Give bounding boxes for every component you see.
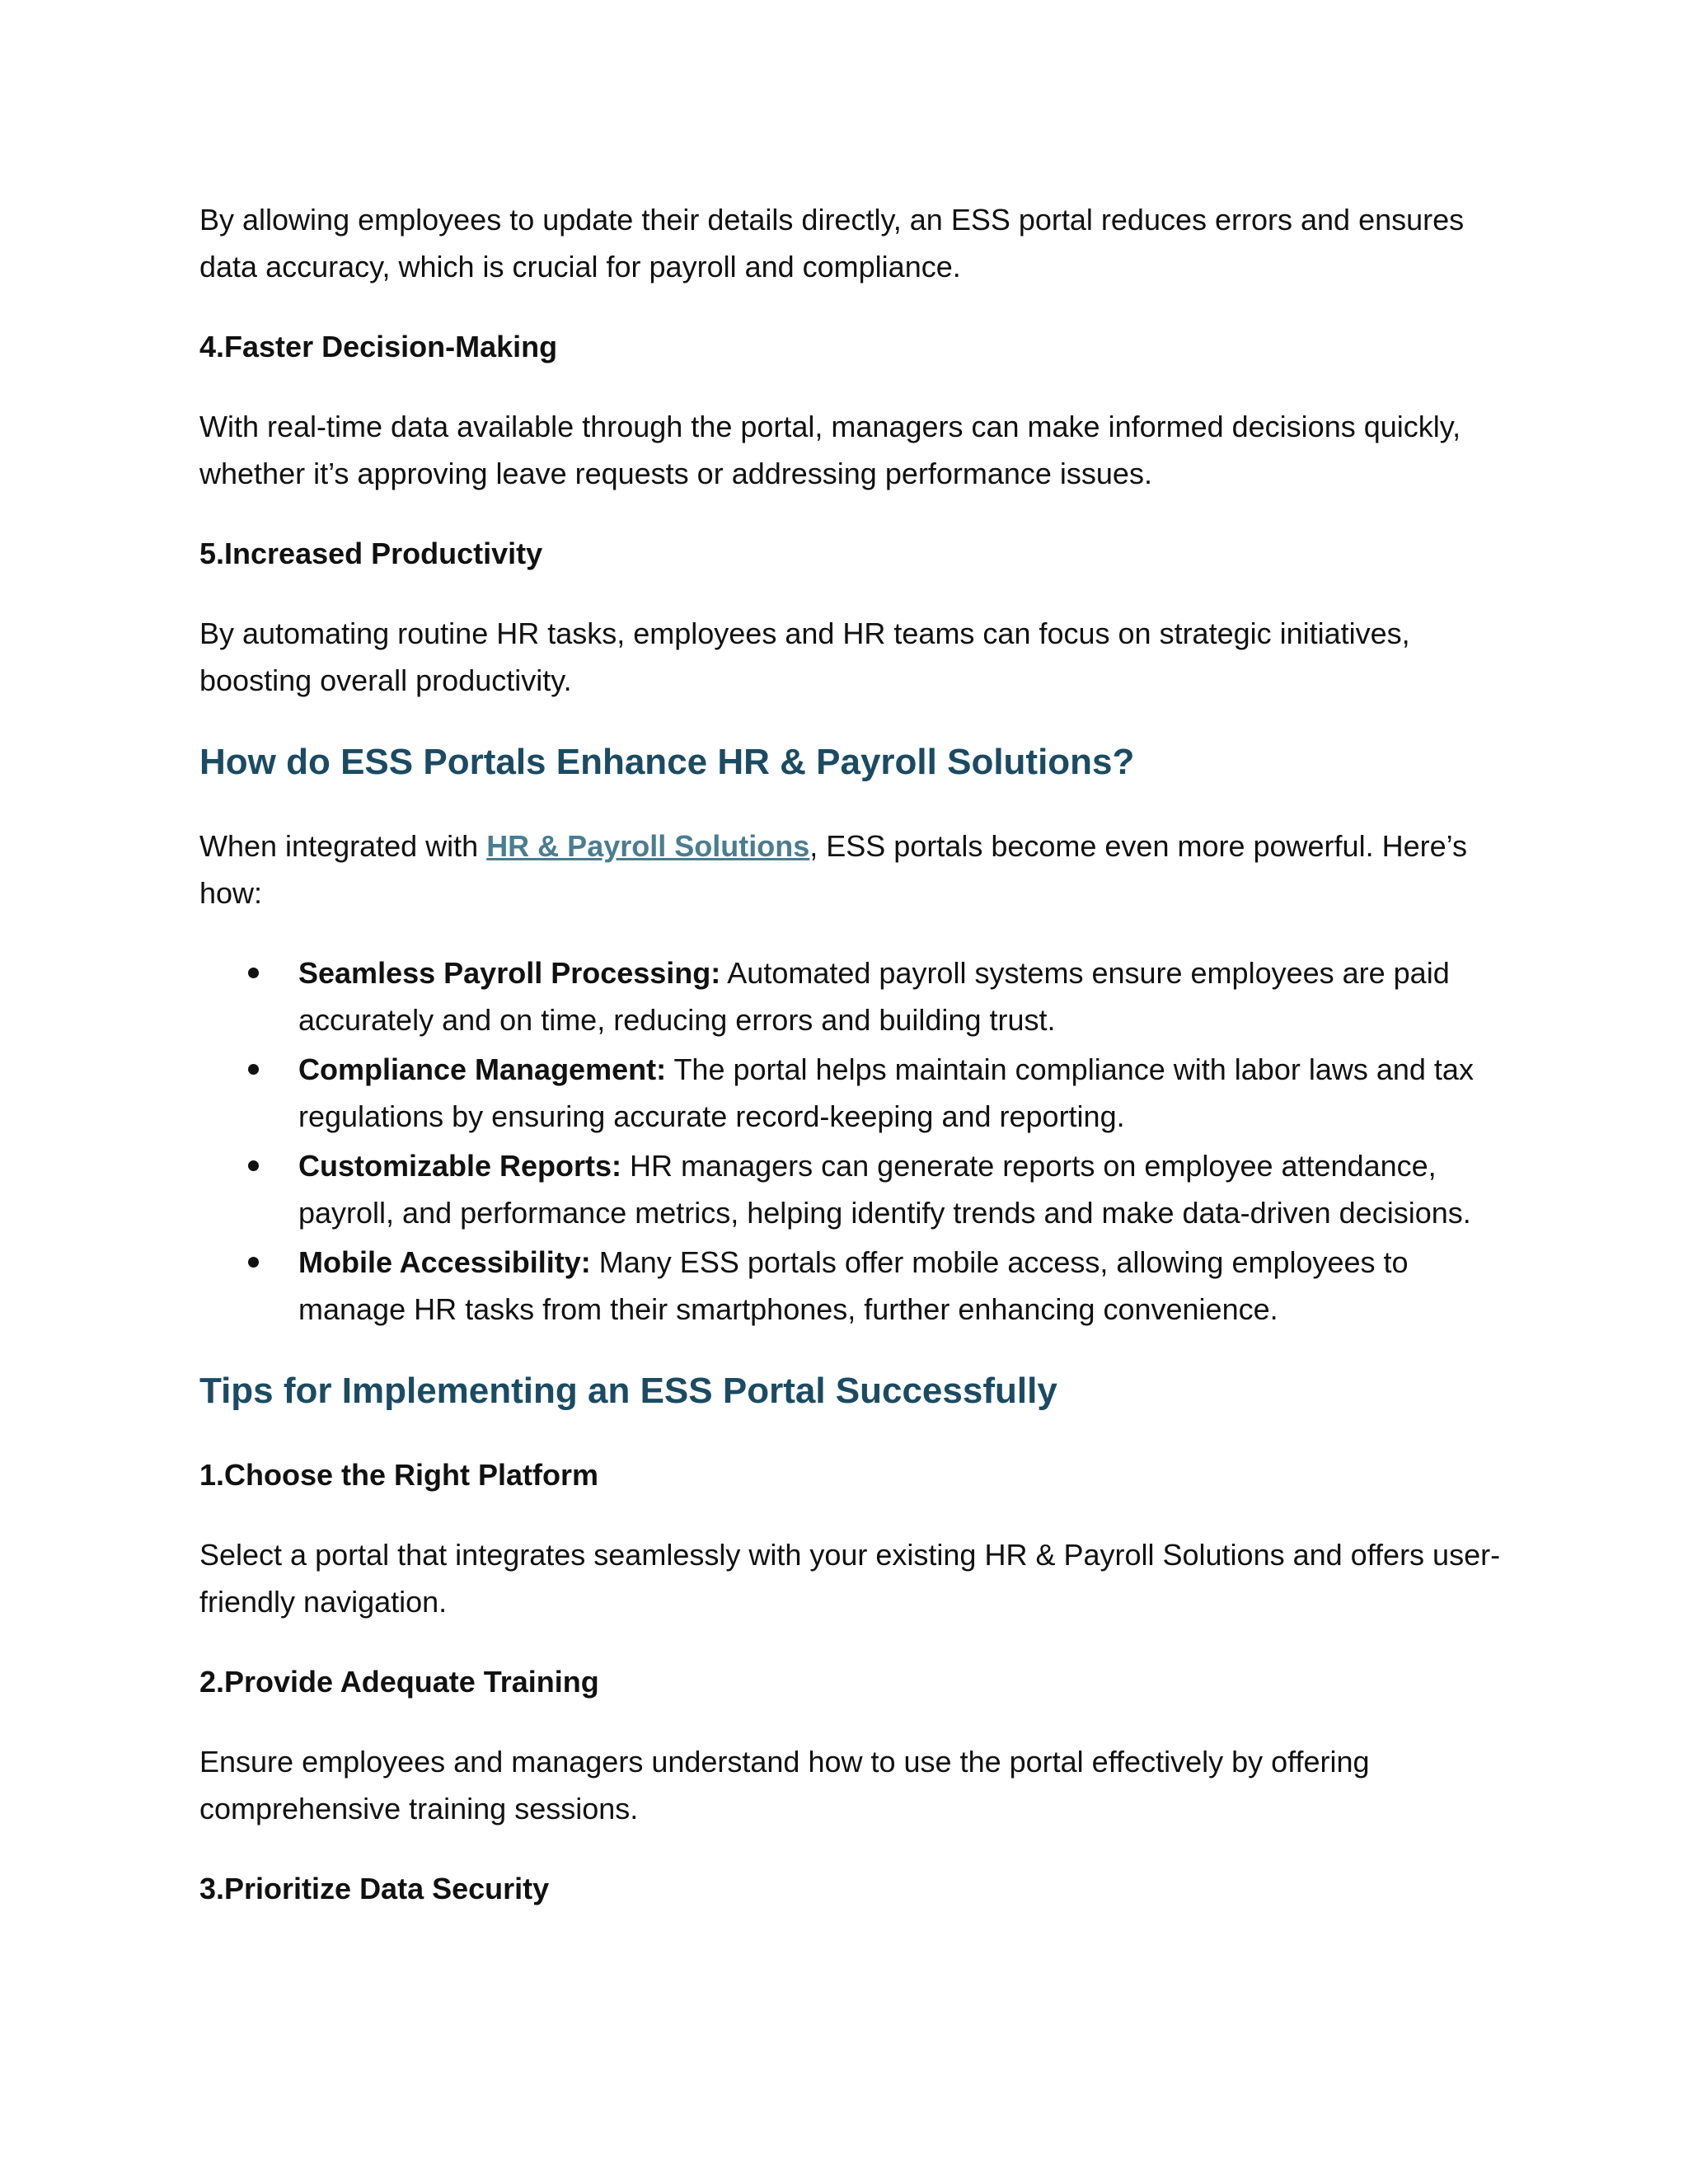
bullet-term: Mobile Accessibility: xyxy=(298,1245,591,1279)
paragraph-increased-productivity: By automating routine HR tasks, employees and HR teams can focus on strategic initiatives, boosting overall productivity. xyxy=(199,616,1410,697)
bullet-term: Customizable Reports: xyxy=(298,1149,622,1183)
bullet-dot-icon xyxy=(248,968,259,978)
bullet-dot-icon xyxy=(248,1160,259,1171)
paragraph-adequate-training: Ensure employees and managers understand how to use the portal effectively by offering comprehensive training sessions. xyxy=(199,1745,1370,1825)
paragraph-choose-platform: Select a portal that integrates seamlessly with your existing HR & Payroll Solutions and offers user-friendly navigation. xyxy=(199,1538,1501,1619)
subheading-adequate-training: 2.Provide Adequate Training xyxy=(199,1665,599,1699)
section-title-enhance-hr-payroll: How do ESS Portals Enhance HR & Payroll Solutions? xyxy=(199,742,1135,782)
bullet-seamless-payroll xyxy=(199,949,1502,1043)
bullet-compliance-management xyxy=(199,1046,1502,1140)
intro-text-after: , ESS portals become even more powerful. Here’s how: xyxy=(199,829,1467,910)
bullet-dot-icon xyxy=(248,1257,259,1268)
bullet-text: HR managers can generate reports on employee attendance, payroll, and performance metrics, helping identify trends and make data-driven decisions. xyxy=(298,1149,1471,1230)
subheading-faster-decision-making: 4.Faster Decision-Making xyxy=(199,330,558,363)
subheading-data-security: 3.Prioritize Data Security xyxy=(199,1872,550,1905)
bullet-term: Seamless Payroll Processing: xyxy=(298,956,721,990)
benefits-bullet-list xyxy=(199,949,1502,1333)
document-page xyxy=(199,196,1502,1945)
paragraph-data-accuracy: By allowing employees to update their details directly, an ESS portal reduces errors and ensures data accuracy, which is crucial for payroll and compliance. xyxy=(199,203,1465,284)
paragraph-integration-intro xyxy=(199,823,1502,916)
subheading-increased-productivity: 5.Increased Productivity xyxy=(199,537,543,570)
paragraph-faster-decision-making: With real-time data available through the portal, managers can make informed decisions quickly, whether it’s approving leave requests or addressing performance issues. xyxy=(199,410,1461,490)
bullet-text: The portal helps maintain compliance with labor laws and tax regulations by ensuring accurate record-keeping and reporting. xyxy=(298,1052,1474,1133)
bullet-text: Many ESS portals offer mobile access, allowing employees to manage HR tasks from their smartphones, further enhancing convenience. xyxy=(298,1245,1409,1326)
intro-text-before: When integrated with xyxy=(199,829,487,863)
bullet-text: Automated payroll systems ensure employees are paid accurately and on time, reducing errors and building trust. xyxy=(298,956,1450,1037)
bullet-term: Compliance Management: xyxy=(298,1052,667,1086)
bullet-dot-icon xyxy=(248,1064,259,1075)
bullet-mobile-accessibility xyxy=(199,1239,1502,1333)
bullet-customizable-reports xyxy=(199,1142,1502,1236)
subheading-choose-platform: 1.Choose the Right Platform xyxy=(199,1458,599,1492)
hr-payroll-solutions-link[interactable]: HR & Payroll Solutions xyxy=(486,829,810,863)
section-title-implementation-tips: Tips for Implementing an ESS Portal Successfully xyxy=(199,1371,1057,1411)
